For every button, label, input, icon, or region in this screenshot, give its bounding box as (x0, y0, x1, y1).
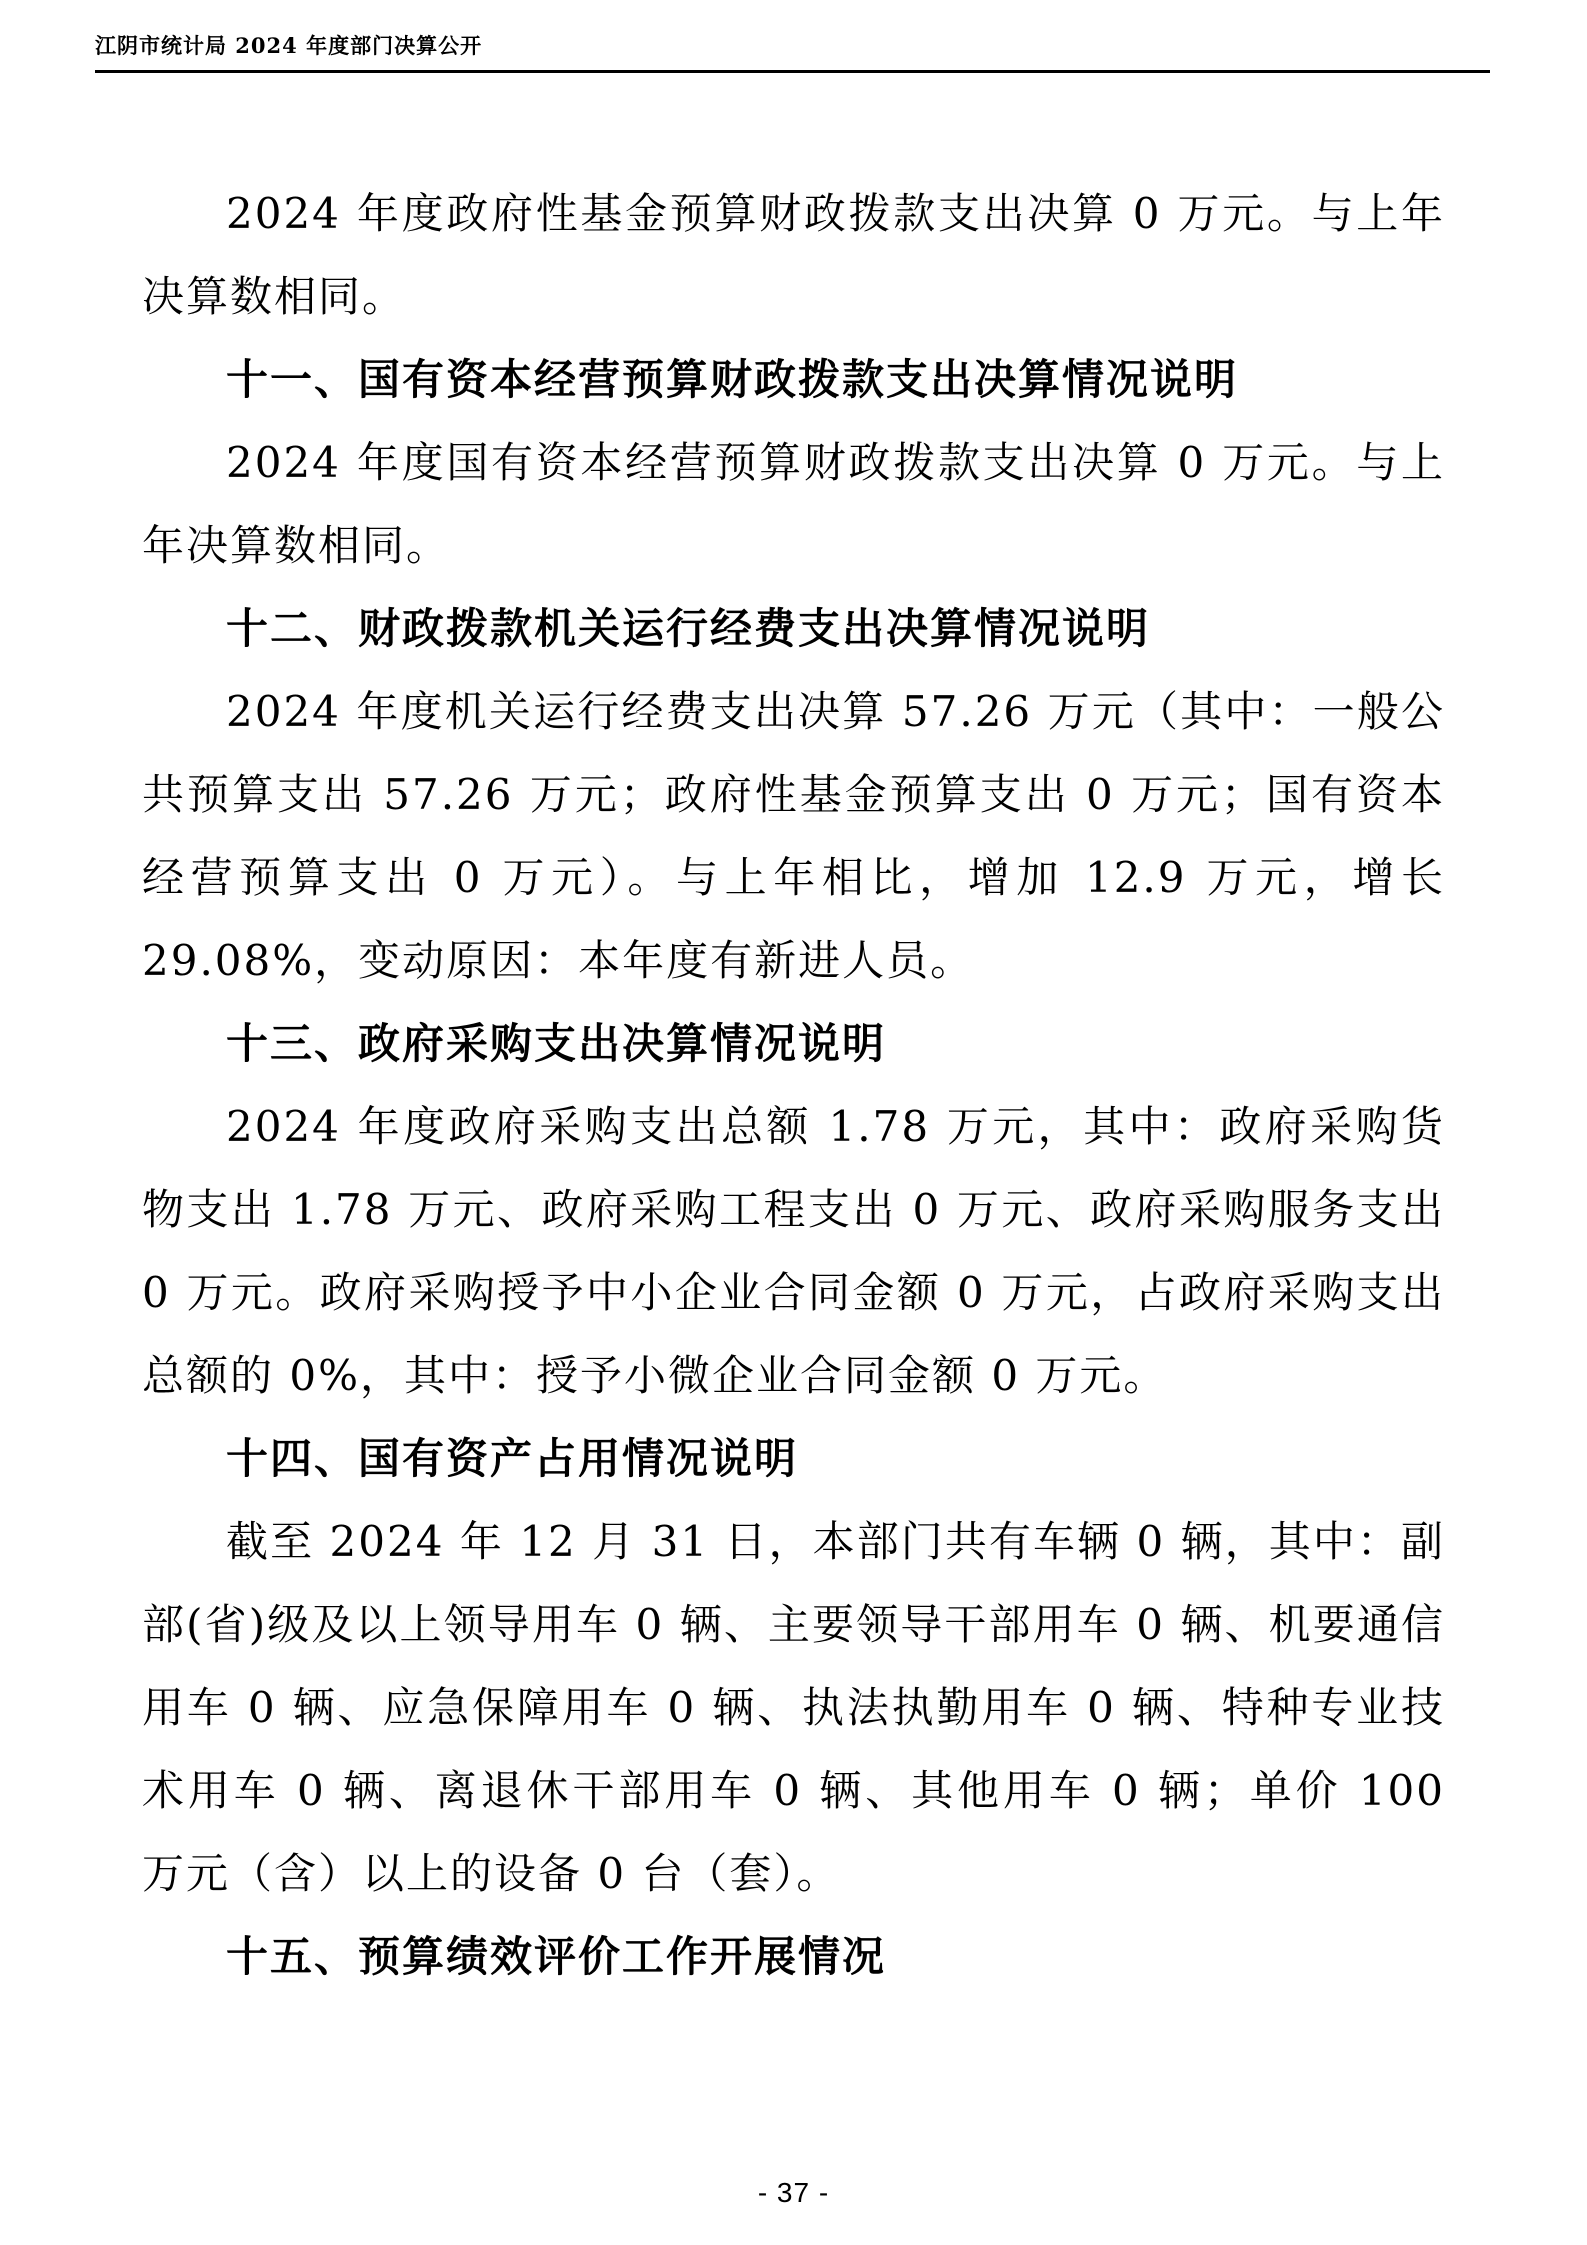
section-heading: 十四、国有资产占用情况说明 (226, 1434, 799, 1483)
page-number: - 37 - (757, 2177, 830, 2208)
section-heading: 十五、预算绩效评价工作开展情况 (226, 1932, 887, 1981)
section-heading: 十三、政府采购支出决算情况说明 (226, 1019, 887, 1068)
section-heading: 十二、财政拨款机关运行经费支出决算情况说明 (226, 604, 1151, 653)
header-divider (95, 70, 1490, 73)
section-heading: 十一、国有资本经营预算财政拨款支出决算情况说明 (226, 355, 1239, 404)
body-paragraph: 2024 年度机关运行经费支出决算 57.26 万元（其中：一般公共预算支出 57.26 万元；政府性基金预算支出 0 万元；国有资本经营预算支出 0 万元）。与上年相比，增加 12.9 万元，增长 29.08%，变动原因：本年度有新进人员。 (142, 687, 1445, 985)
body-paragraph: 2024 年度政府性基金预算财政拨款支出决算 0 万元。与上年决算数相同。 (142, 189, 1445, 321)
header-title: 江阴市统计局 2024 年度部门决算公开 (95, 33, 483, 58)
page-footer (0, 2177, 1587, 2209)
body-paragraph: 2024 年度政府采购支出总额 1.78 万元，其中：政府采购货物支出 1.78 万元、政府采购工程支出 0 万元、政府采购服务支出 0 万元。政府采购授予中小企业合同金额 0 万元，占政府采购支出总额的 0%，其中：授予小微企业合同金额 0 万元。 (142, 1102, 1445, 1400)
page-header (95, 30, 1490, 73)
document-body (142, 172, 1445, 1998)
body-paragraph: 2024 年度国有资本经营预算财政拨款支出决算 0 万元。与上年决算数相同。 (142, 438, 1445, 570)
body-paragraph: 截至 2024 年 12 月 31 日，本部门共有车辆 0 辆，其中：副部(省)级及以上领导用车 0 辆、主要领导干部用车 0 辆、机要通信用车 0 辆、应急保障用车 0 辆、执法执勤用车 0 辆、特种专业技术用车 0 辆、离退休干部用车 0 辆、其他用车 0 辆；单价 100 万元（含）以上的设备 0 台（套）。 (142, 1517, 1445, 1898)
